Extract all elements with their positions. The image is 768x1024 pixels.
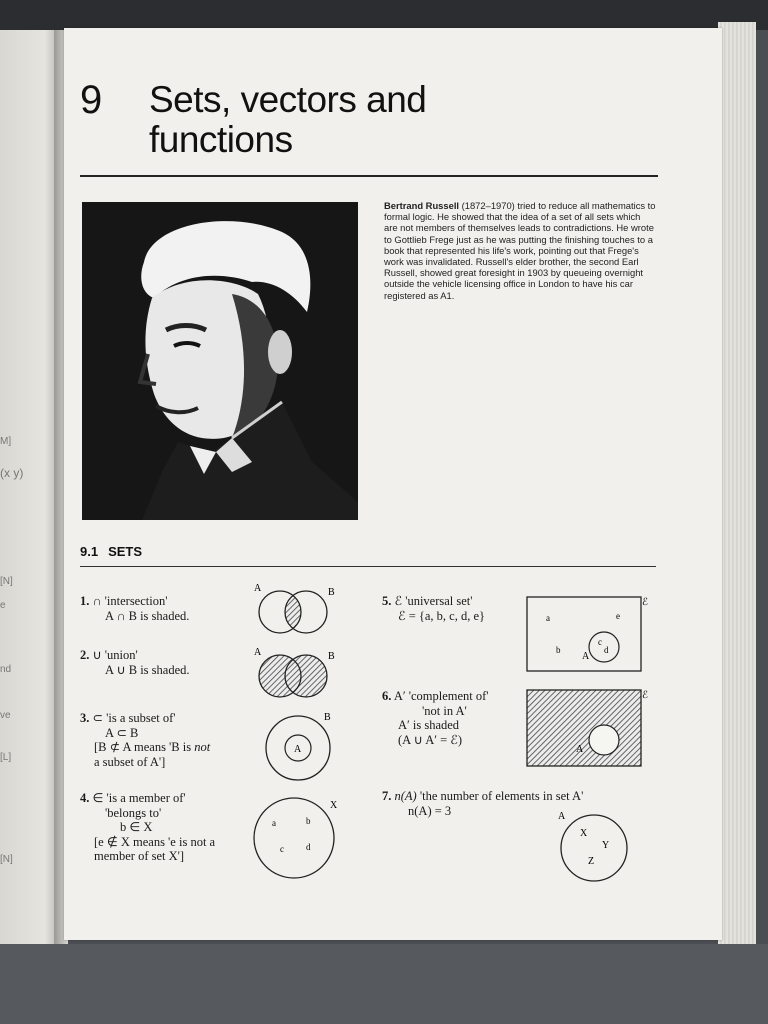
- item-meaning: 'intersection': [104, 594, 168, 608]
- caption-text: (1872–1970) tried to reduce all mathematics to formal logic. He showed that the idea of a set of all sets which are not members of themselves leads to contradictions. He wrote to Gottlieb Frege just as he was putting the finishing touches to a book that represented his life's work, pointing out that Frege's work was invalidated. Russell's elder brother, the second Earl Russell, showed great foresight in 1903 by queueing overnight outside the vehicle licensing office in London to have his car registered as A1.: [384, 200, 656, 301]
- definition-complement: [382, 689, 489, 747]
- item-line: n(A) = 3: [408, 803, 452, 818]
- set-label-a: A: [254, 647, 262, 658]
- photo-top-background: [0, 0, 768, 30]
- item-symbol: n(A): [394, 789, 417, 803]
- left-page-mark: nd: [0, 664, 12, 675]
- definition-union: [80, 648, 190, 677]
- item-line: 'belongs to': [105, 805, 162, 820]
- item-meaning: 'union': [104, 648, 138, 662]
- element-label: Y: [602, 840, 610, 851]
- set-x-circle: [254, 798, 334, 878]
- set-label-a: A: [294, 744, 302, 755]
- left-page-mark: M]: [0, 436, 12, 447]
- element-label: a: [272, 818, 276, 828]
- item-meaning: 'universal set': [405, 594, 473, 608]
- item-line: member of set X']: [94, 849, 185, 863]
- item-number: 7.: [382, 789, 392, 803]
- item-meaning: 'complement of': [408, 689, 489, 703]
- element-label: d: [604, 645, 609, 655]
- item-number: 4.: [80, 791, 90, 805]
- title-rule: [80, 175, 658, 177]
- set-label-a: A: [576, 744, 584, 755]
- item-number: 2.: [80, 648, 90, 662]
- complement-shaded-region: [527, 690, 641, 766]
- item-symbol: ⊂: [92, 711, 103, 725]
- set-label-a: A: [582, 651, 590, 662]
- universe-label: ℰ: [642, 690, 649, 701]
- item-line: A ∩ B is shaded.: [105, 608, 190, 623]
- section-title: SETS: [108, 544, 143, 559]
- definition-intersection: [80, 594, 189, 623]
- venn-intersection-diagram: [248, 582, 348, 642]
- venn-union-diagram: [248, 646, 348, 706]
- set-label-b: B: [328, 651, 335, 662]
- definition-membership: [80, 791, 215, 864]
- caption-name: Bertrand Russell: [384, 200, 460, 211]
- set-membership-diagram: [250, 796, 350, 882]
- item-line: A′ is shaded: [398, 718, 460, 732]
- item-number: 3.: [80, 711, 90, 725]
- item-number: 1.: [80, 594, 90, 608]
- chapter-number: 9: [80, 78, 103, 122]
- universe-label: ℰ: [642, 597, 649, 608]
- item-number: 6.: [382, 689, 392, 703]
- complement-diagram: [526, 686, 656, 770]
- item-line: (A ∪ A′ = ℰ): [398, 732, 463, 747]
- element-label: c: [598, 637, 602, 647]
- portrait-photo: [82, 202, 358, 520]
- portrait-image: [82, 202, 358, 520]
- set-label-b: B: [328, 587, 335, 598]
- item-meaning: 'the number of elements in set A': [419, 789, 584, 803]
- left-page-mark: [L]: [0, 752, 12, 763]
- chapter-title-line: Sets, vectors and: [149, 79, 427, 120]
- venn-subset-diagram: [258, 710, 348, 784]
- portrait-caption: [384, 200, 656, 301]
- definition-universal-set: [382, 594, 485, 623]
- chapter-title-line: functions: [149, 119, 293, 160]
- section-number: 9.1: [80, 544, 99, 559]
- element-label: c: [280, 844, 284, 854]
- definition-subset: [80, 711, 210, 769]
- item-meaning: 'is a subset of': [106, 711, 176, 725]
- item-symbol: ∈: [92, 791, 104, 805]
- item-line: 'not in A': [422, 703, 467, 718]
- set-label-b: B: [324, 712, 331, 723]
- item-line: [B ⊄ A means 'B is: [94, 740, 195, 754]
- cardinality-diagram: [554, 808, 634, 884]
- item-line: A ∪ B is shaded.: [105, 662, 190, 677]
- item-line: ℰ = {a, b, c, d, e}: [398, 608, 486, 623]
- photo-bottom-background: [0, 944, 768, 1024]
- set-a-circle: [589, 725, 619, 755]
- item-line: [e ∉ X means 'e is not a: [94, 834, 216, 849]
- element-label: Z: [588, 856, 595, 867]
- item-symbol: ∩: [92, 594, 102, 608]
- chapter-title: [149, 80, 569, 160]
- element-label: b: [556, 645, 561, 655]
- element-label: a: [546, 613, 550, 623]
- item-number: 5.: [382, 594, 392, 608]
- item-symbol: ℰ: [394, 594, 403, 608]
- item-meaning: 'is a member of': [106, 791, 186, 805]
- item-line-emphasis: not: [194, 740, 211, 754]
- set-a-circle: [561, 815, 627, 881]
- element-label: e: [616, 611, 620, 621]
- item-symbol: A′: [393, 689, 406, 703]
- left-page-mark: [N]: [0, 854, 13, 865]
- item-line: a subset of A']: [94, 754, 166, 769]
- left-page-mark: e: [0, 600, 6, 611]
- element-label: d: [306, 842, 311, 852]
- left-page-mark: ve: [0, 710, 11, 721]
- set-label-x: X: [330, 800, 338, 811]
- item-line: b ∈ X: [120, 820, 153, 834]
- left-page-mark: [N]: [0, 576, 13, 587]
- section-heading: [80, 544, 142, 559]
- section-rule: [80, 566, 656, 567]
- item-symbol: ∪: [92, 648, 102, 662]
- element-label: b: [306, 816, 311, 826]
- set-label-a: A: [254, 583, 262, 594]
- page-edges: [718, 22, 756, 947]
- item-line: A ⊂ B: [105, 725, 139, 740]
- set-label-a: A: [558, 811, 566, 822]
- universal-set-diagram: [526, 593, 656, 673]
- element-label: X: [580, 828, 588, 839]
- left-page-mark: (x y): [0, 466, 24, 480]
